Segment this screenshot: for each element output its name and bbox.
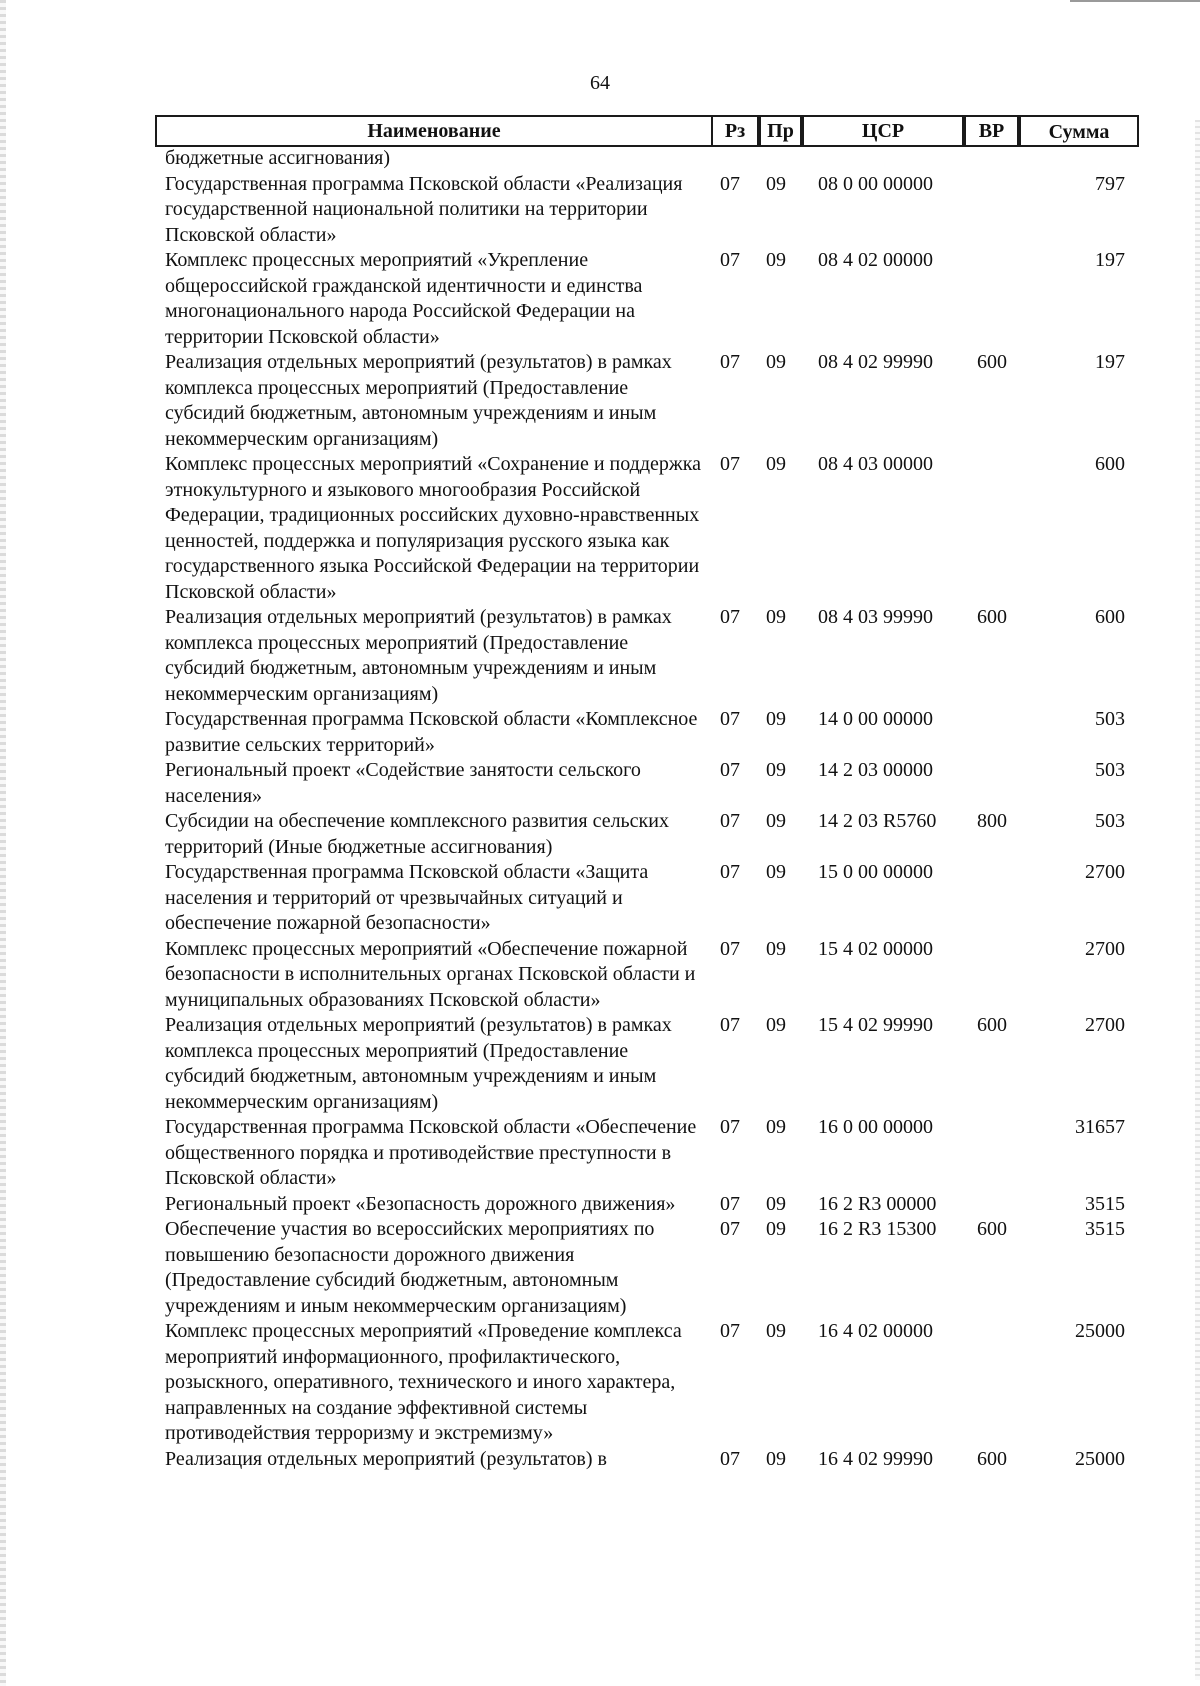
row-pr: 09 xyxy=(766,708,786,730)
row-name: Реализация отдельных мероприятий (результатов) в рамках комплекса процессных мероприятий (Предоставление субсидий бюджетным, автономным учреждениям и иным некоммерческим организациям) xyxy=(165,351,672,450)
row-rz: 07 xyxy=(720,172,740,195)
row-name: Комплекс процессных мероприятий «Укрепление общероссийской гражданской идентичности и единства многонационального народа Российской Федерации на территории Псковской области» xyxy=(165,249,643,348)
header-sum: Сумма xyxy=(1019,115,1139,147)
table-row xyxy=(0,605,1200,707)
row-pr: 09 xyxy=(766,606,786,628)
row-rz: 07 xyxy=(720,453,740,475)
row-vr: 600 xyxy=(977,1218,1007,1240)
row-name: Комплекс процессных мероприятий «Сохранение и поддержка этнокультурного и языкового многообразия Российской Федерации, традиционных российских духовно-нравственных ценностей, поддержка и популяризация русского языка как государственного языка Российской Федерации на территории Псковской области» xyxy=(165,453,701,603)
row-csr: 08 0 00 00000 xyxy=(818,172,933,195)
row-rz: 07 xyxy=(720,351,740,373)
row-csr: 15 4 02 99990 xyxy=(818,1014,933,1036)
row-rz: 07 xyxy=(720,1192,740,1215)
row-pr: 09 xyxy=(766,1192,786,1215)
row-csr: 16 2 R3 15300 xyxy=(818,1218,937,1240)
table-row xyxy=(0,1319,1200,1447)
row-rz: 07 xyxy=(720,937,740,960)
table-row xyxy=(0,1115,1200,1192)
row-pr: 09 xyxy=(766,453,786,475)
row-name: Реализация отдельных мероприятий (результатов) в xyxy=(165,1447,607,1470)
row-sum: 2700 xyxy=(1085,1014,1125,1036)
header-csr: ЦСР xyxy=(802,115,964,147)
table-header xyxy=(155,115,1139,147)
header-rz: Рз xyxy=(712,115,759,147)
row-csr: 14 0 00 00000 xyxy=(818,708,933,730)
row-csr: 14 2 03 00000 xyxy=(818,759,933,781)
scan-top-line xyxy=(1070,0,1200,2)
row-sum: 503 xyxy=(1095,759,1125,781)
row-csr: 16 4 02 99990 xyxy=(818,1447,933,1470)
row-csr: 08 4 03 00000 xyxy=(818,453,933,475)
row-rz: 07 xyxy=(720,708,740,730)
row-sum: 503 xyxy=(1095,810,1125,832)
row-rz: 07 xyxy=(720,249,740,271)
header-pr: Пр xyxy=(759,115,802,147)
row-name: Реализация отдельных мероприятий (результатов) в рамках комплекса процессных мероприятий (Предоставление субсидий бюджетным, автономным учреждениям и иным некоммерческим организациям) xyxy=(165,1014,672,1113)
row-name: Субсидии на обеспечение комплексного развития сельских территорий (Иные бюджетные ассигнования) xyxy=(165,810,669,858)
row-pr: 09 xyxy=(766,1014,786,1036)
table-row xyxy=(0,146,1200,172)
row-sum: 25000 xyxy=(1075,1320,1125,1342)
row-sum: 600 xyxy=(1095,606,1125,628)
row-rz: 07 xyxy=(720,810,740,832)
table-row xyxy=(0,707,1200,758)
row-name: Реализация отдельных мероприятий (результатов) в рамках комплекса процессных мероприятий (Предоставление субсидий бюджетным, автономным учреждениям и иным некоммерческим организациям) xyxy=(165,606,672,705)
row-name: Государственная программа Псковской области «Защита населения и территорий от чрезвычайных ситуаций и обеспечение пожарной безопасности» xyxy=(165,861,649,934)
table-row xyxy=(0,758,1200,809)
row-csr: 15 4 02 00000 xyxy=(818,937,933,960)
row-sum: 600 xyxy=(1095,453,1125,475)
table-row xyxy=(0,350,1200,452)
row-pr: 09 xyxy=(766,249,786,271)
row-csr: 16 0 00 00000 xyxy=(818,1116,933,1138)
row-name: Региональный проект «Безопасность дорожного движения» xyxy=(165,1192,676,1215)
row-pr: 09 xyxy=(766,937,786,960)
row-sum: 25000 xyxy=(1075,1447,1125,1470)
row-vr: 600 xyxy=(977,351,1007,373)
row-name: Комплекс процессных мероприятий «Проведение комплекса мероприятий информационного, профилактического, розыскного, оперативного, технического и иного характера, направленных на создание эффективной системы противодействия терроризму и экстремизму» xyxy=(165,1320,682,1444)
row-pr: 09 xyxy=(766,172,786,195)
page-number: 64 xyxy=(590,72,610,94)
table-row xyxy=(0,1217,1200,1319)
table-row xyxy=(0,1447,1200,1473)
row-pr: 09 xyxy=(766,759,786,781)
row-name: бюджетные ассигнования) xyxy=(165,147,391,169)
row-rz: 07 xyxy=(720,1014,740,1036)
row-pr: 09 xyxy=(766,1320,786,1342)
row-name: Обеспечение участия во всероссийских мероприятиях по повышению безопасности дорожного движения (Предоставление субсидий бюджетным, автономным учреждениям и иным некоммерческим организациям) xyxy=(165,1218,655,1317)
row-csr: 08 4 02 99990 xyxy=(818,351,933,373)
row-sum: 2700 xyxy=(1085,861,1125,883)
table-row xyxy=(0,937,1200,1014)
row-pr: 09 xyxy=(766,810,786,832)
row-name: Государственная программа Псковской области «Реализация государственной национальной политики на территории Псковской области» xyxy=(165,172,683,246)
row-name: Государственная программа Псковской области «Комплексное развитие сельских территорий» xyxy=(165,708,698,756)
row-csr: 16 4 02 00000 xyxy=(818,1320,933,1342)
header-vr: ВР xyxy=(964,115,1019,147)
row-sum: 197 xyxy=(1095,249,1125,271)
row-rz: 07 xyxy=(720,1218,740,1240)
row-sum: 2700 xyxy=(1085,937,1125,960)
row-rz: 07 xyxy=(720,861,740,883)
table-row xyxy=(0,172,1200,249)
row-vr: 600 xyxy=(977,1014,1007,1036)
row-vr: 600 xyxy=(977,1447,1007,1470)
row-rz: 07 xyxy=(720,759,740,781)
row-sum: 797 xyxy=(1095,172,1125,195)
table-row xyxy=(0,248,1200,350)
row-csr: 16 2 R3 00000 xyxy=(818,1192,937,1215)
row-sum: 503 xyxy=(1095,708,1125,730)
row-rz: 07 xyxy=(720,1447,740,1470)
table-row xyxy=(0,452,1200,605)
row-csr: 15 0 00 00000 xyxy=(818,861,933,883)
header-name: Наименование xyxy=(155,115,712,147)
row-name: Региональный проект «Содействие занятости сельского населения» xyxy=(165,759,641,807)
row-name: Комплекс процессных мероприятий «Обеспечение пожарной безопасности в исполнительных органах Псковской области и муниципальных образованиях Псковской области» xyxy=(165,937,696,1011)
row-vr: 600 xyxy=(977,606,1007,628)
row-rz: 07 xyxy=(720,606,740,628)
row-vr: 800 xyxy=(977,810,1007,832)
table-row xyxy=(0,1192,1200,1218)
table-row xyxy=(0,809,1200,860)
row-csr: 14 2 03 R5760 xyxy=(818,810,937,832)
row-csr: 08 4 03 99990 xyxy=(818,606,933,628)
row-name: Государственная программа Псковской области «Обеспечение общественного порядка и противодействие преступности в Псковской области» xyxy=(165,1116,697,1189)
row-sum: 3515 xyxy=(1085,1218,1125,1240)
row-csr: 08 4 02 00000 xyxy=(818,249,933,271)
row-rz: 07 xyxy=(720,1116,740,1138)
row-pr: 09 xyxy=(766,1218,786,1240)
row-sum: 3515 xyxy=(1085,1192,1125,1215)
table-row xyxy=(0,1013,1200,1115)
row-rz: 07 xyxy=(720,1320,740,1342)
table-row xyxy=(0,860,1200,937)
row-pr: 09 xyxy=(766,861,786,883)
row-sum: 31657 xyxy=(1075,1116,1125,1138)
row-pr: 09 xyxy=(766,1447,786,1470)
row-sum: 197 xyxy=(1095,351,1125,373)
row-pr: 09 xyxy=(766,1116,786,1138)
table-body xyxy=(0,146,1200,1472)
row-pr: 09 xyxy=(766,351,786,373)
